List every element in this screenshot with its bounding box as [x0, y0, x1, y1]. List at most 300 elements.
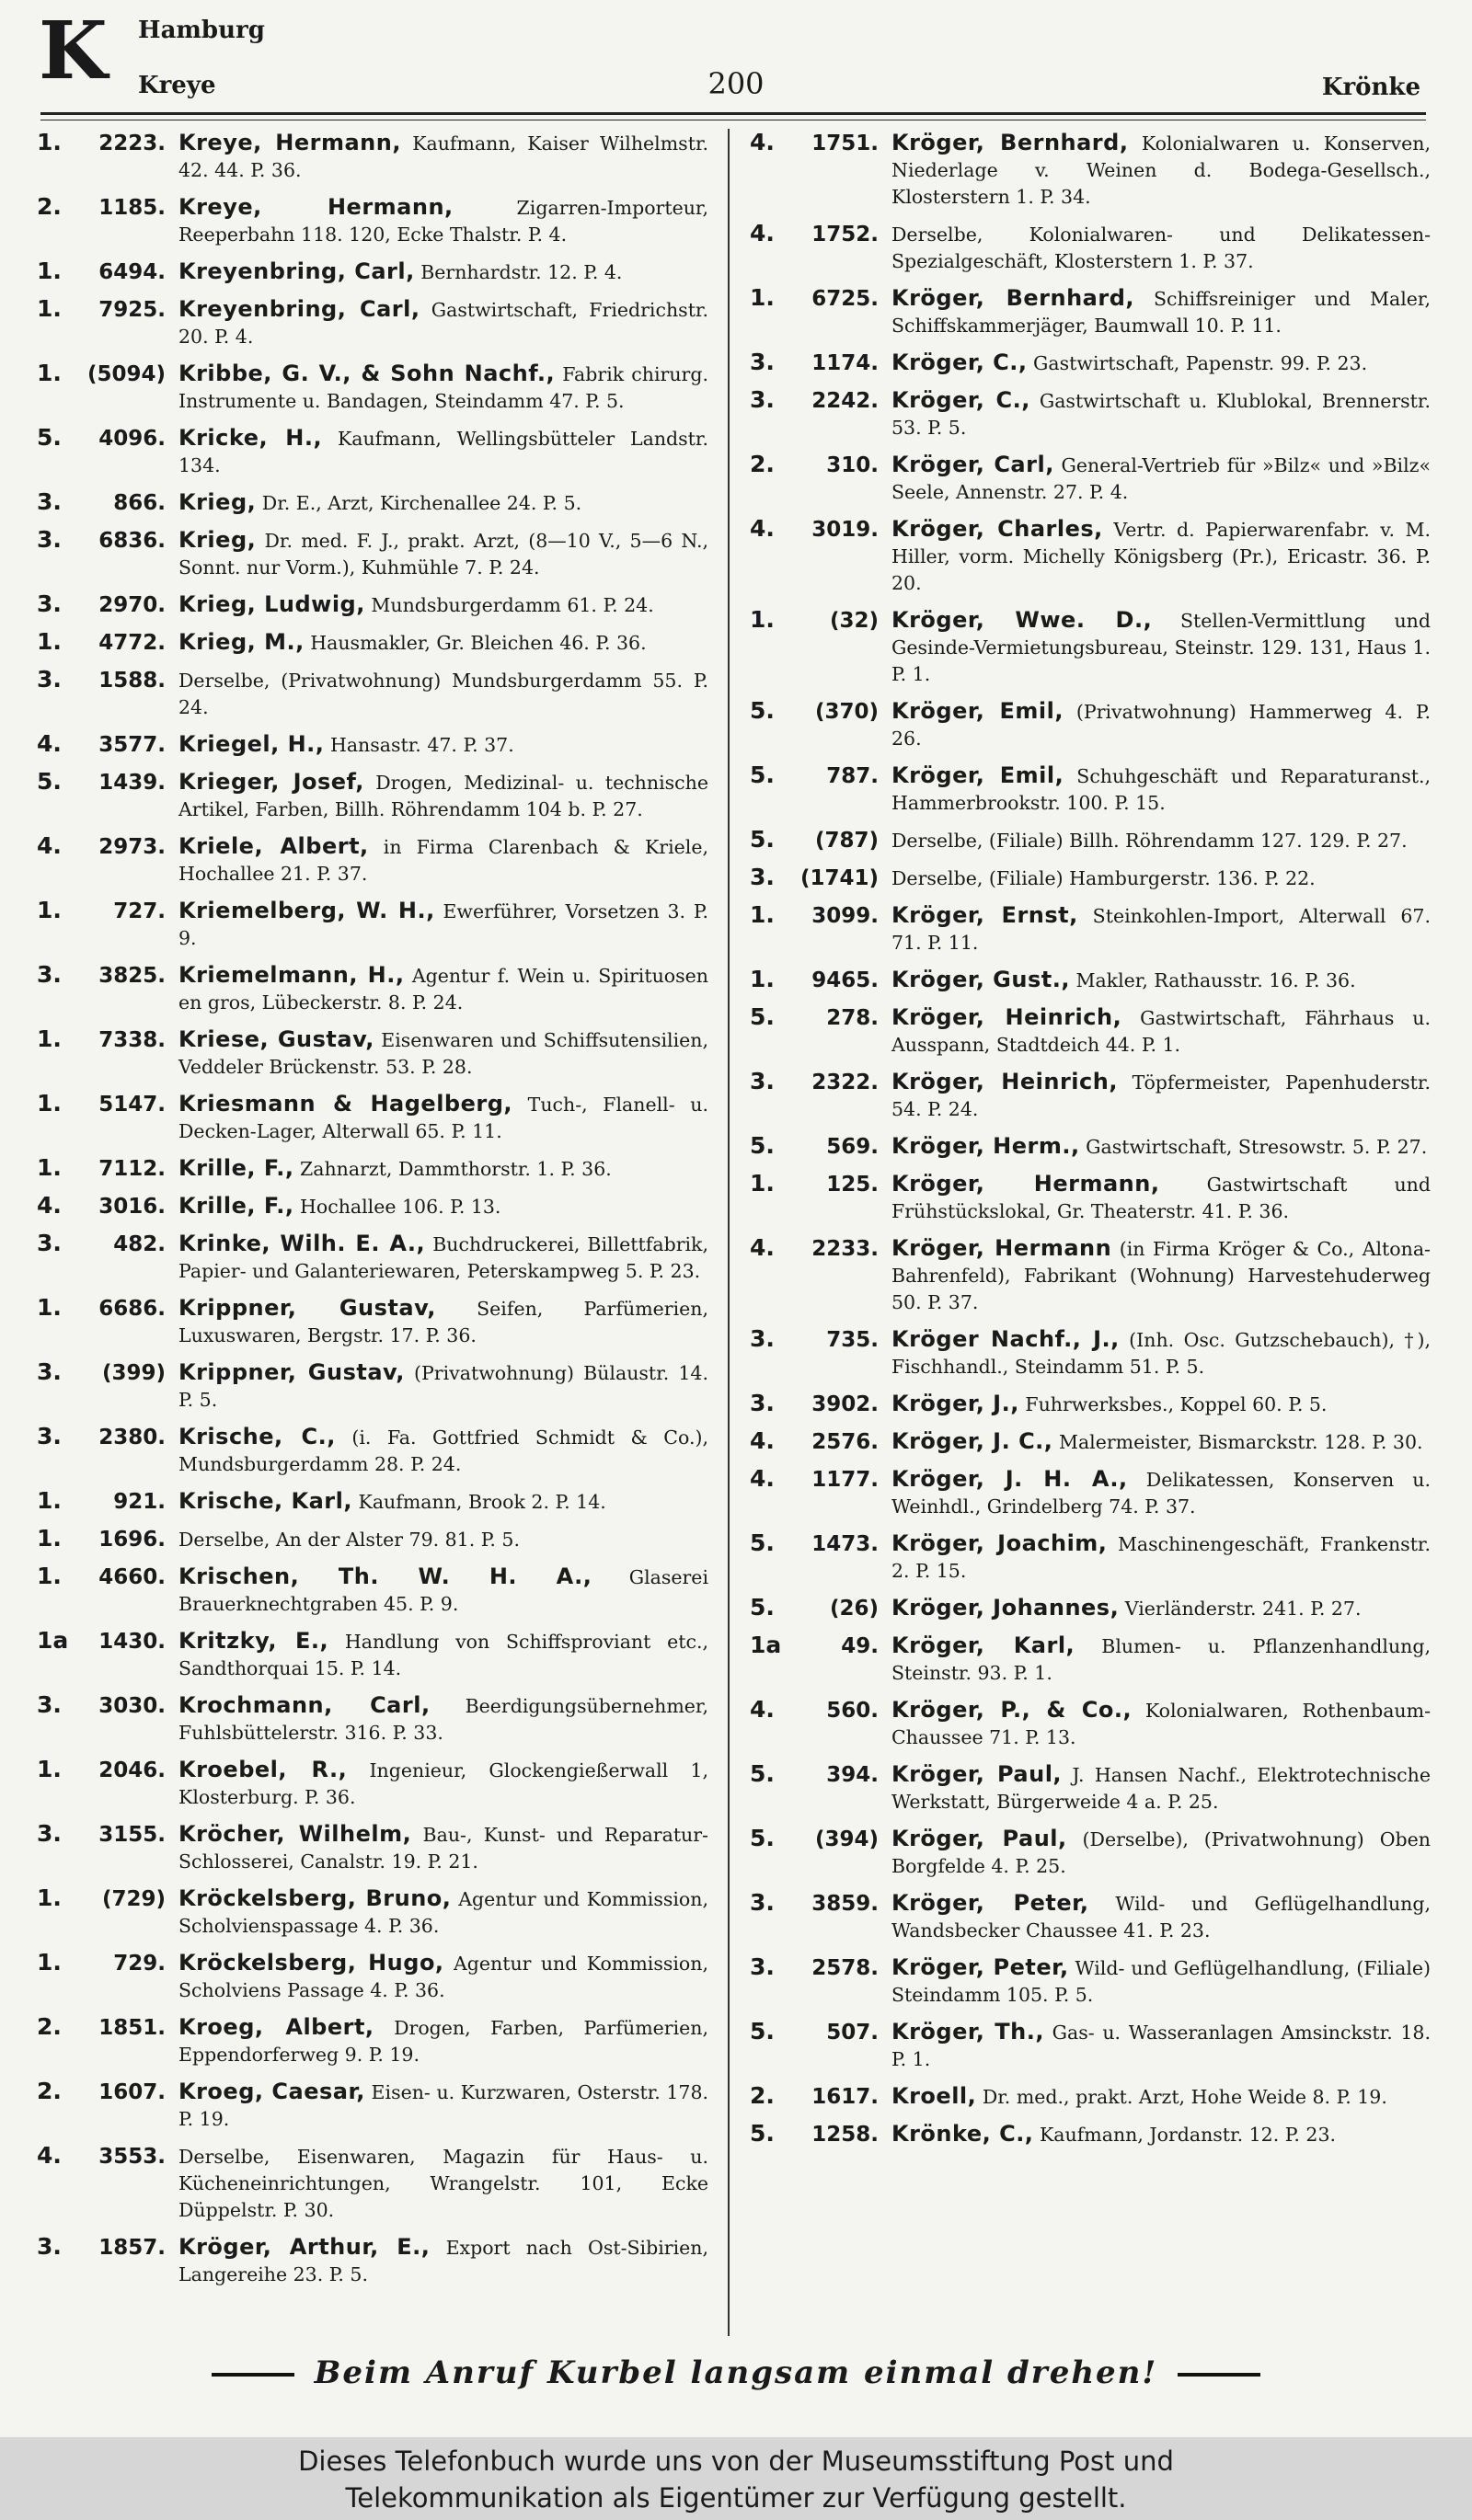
phone-number: (394) — [814, 1827, 879, 1851]
entry-body — [891, 2083, 1431, 2111]
exchange-zone: 1. — [37, 1563, 62, 1589]
subscriber-details: Handlung von Schiffsproviant etc., Sandthorquai 15. P. 14. — [178, 1631, 708, 1679]
exchange-zone: 4. — [37, 730, 62, 757]
entry-body — [891, 1069, 1431, 1123]
exchange-zone: 4. — [750, 1234, 775, 1261]
directory-entry — [750, 1132, 1431, 1161]
subscriber-details: Dr. med. F. J., prakt. Arzt, (8—10 V., 5—6 N., Sonnt. nur Vorm.), Kuhmühle 7. P. 24. — [178, 530, 708, 578]
entry-body — [891, 828, 1431, 854]
entry-body — [891, 387, 1431, 441]
phone-number: 2223. — [98, 132, 166, 155]
subscriber-name: Krochmann, Carl, — [178, 1692, 431, 1718]
subscriber-name: Kröcher, Wilhelm, — [178, 1821, 412, 1847]
last-entry-guideword: Krönke — [1321, 74, 1420, 101]
subscriber-details: Bau-, Kunst- und Reparatur-Schlosserei, Canalstr. 19. P. 21. — [178, 1824, 708, 1873]
directory-entry — [750, 1325, 1431, 1380]
subscriber-name: Krille, F., — [178, 1155, 294, 1181]
exchange-zone: 1. — [750, 606, 775, 633]
entry-body — [891, 865, 1431, 892]
directory-entry — [37, 129, 708, 184]
subscriber-name: Kröckelsberg, Hugo, — [178, 1950, 444, 1976]
exchange-zone: 1. — [37, 258, 62, 284]
phone-number: (32) — [829, 609, 879, 633]
subscriber-details: Gastwirtschaft, Stresowstr. 5. P. 27. — [1086, 1136, 1428, 1158]
subscriber-details: in Firma Clarenbach & Kriele, Hochallee 21. P. 37. — [178, 836, 708, 885]
directory-entry — [750, 386, 1431, 441]
subscriber-details: Kaufmann, Wellingsbütteler Landstr. 134. — [178, 428, 708, 476]
entry-body — [891, 349, 1431, 377]
subscriber-name: Kriegel, H., — [178, 731, 325, 757]
subscriber-name: Kröger, Hermann — [891, 1235, 1112, 1261]
entry-body — [178, 1488, 708, 1516]
phone-number: 1185. — [98, 196, 166, 220]
entry-body — [178, 1692, 708, 1747]
phone-number: 3577. — [98, 733, 166, 757]
directory-entry — [37, 730, 708, 759]
exchange-zone: 3. — [37, 590, 62, 617]
phone-number: 2046. — [98, 1758, 166, 1782]
exchange-zone: 5. — [37, 768, 62, 795]
entry-body — [178, 731, 708, 759]
phone-number: 1258. — [811, 2123, 879, 2147]
entry-body — [178, 1628, 708, 1682]
directory-entry — [750, 2082, 1431, 2111]
exchange-zone: 1. — [37, 1525, 62, 1552]
phone-number: 310. — [826, 453, 879, 477]
entry-body — [891, 222, 1431, 275]
subscriber-details: Derselbe, Eisenwaren, Magazin für Haus- u. Kücheneinrichtungen, Wrangelstr. 101, Ecke Düppelstr. P. 30. — [178, 2146, 708, 2221]
subscriber-name: Kröger, Th., — [891, 2019, 1044, 2045]
directory-entry — [750, 697, 1431, 752]
phone-number: 9465. — [811, 968, 879, 992]
directory-entry — [37, 1487, 708, 1516]
directory-entry — [37, 193, 708, 248]
exchange-zone: 1. — [37, 1025, 62, 1052]
exchange-zone: 3. — [750, 1325, 775, 1352]
entry-body — [178, 591, 708, 619]
entry-body — [178, 1424, 708, 1478]
entry-body — [178, 1821, 708, 1875]
phone-number: 7925. — [98, 298, 166, 322]
entry-body — [178, 1564, 708, 1618]
exchange-zone: 3. — [37, 488, 62, 515]
subscriber-name: Krische, C., — [178, 1424, 336, 1449]
directory-entry — [37, 832, 708, 888]
entry-body — [178, 1155, 708, 1183]
directory-entry — [750, 1889, 1431, 1944]
phone-number: 49. — [841, 1634, 879, 1658]
entry-body — [891, 1697, 1431, 1751]
phone-number: 6725. — [811, 287, 879, 311]
subscriber-name: Krieg, M., — [178, 629, 305, 655]
exchange-zone: 1. — [37, 897, 62, 923]
notice-line-1: Dieses Telefonbuch wurde uns von der Museumsstiftung Post und — [298, 2446, 1174, 2477]
subscriber-name: Krieg, Ludwig, — [178, 591, 365, 617]
directory-entry — [750, 220, 1431, 275]
phone-number: (729) — [101, 1887, 166, 1911]
subscriber-details: Stellen-Vermittlung und Gesinde-Vermietungsbureau, Steinstr. 129. 131, Haus 1. P. 1. — [891, 610, 1431, 685]
phone-number: 1473. — [811, 1532, 879, 1556]
subscriber-name: Kriesmann & Hagelberg, — [178, 1091, 513, 1117]
phone-number: 3155. — [98, 1823, 166, 1847]
directory-entry — [37, 590, 708, 619]
directory-entry — [750, 1170, 1431, 1225]
exchange-zone: 1. — [750, 901, 775, 928]
directory-entry — [37, 1756, 708, 1811]
entry-body — [891, 1391, 1431, 1418]
subscriber-details: Makler, Rathausstr. 16. P. 36. — [1075, 969, 1356, 991]
column-divider — [728, 129, 730, 2336]
subscriber-name: Kröger, Paul, — [891, 1826, 1067, 1851]
entry-body — [178, 489, 708, 517]
exchange-zone: 1. — [37, 1487, 62, 1514]
directory-entry — [37, 1563, 708, 1618]
exchange-zone: 2. — [750, 2082, 775, 2109]
directory-entry — [37, 424, 708, 479]
entry-body — [178, 1757, 708, 1811]
directory-entry — [37, 961, 708, 1016]
subscriber-details: General-Vertrieb für »Bilz« und »Bilz« Seele, Annenstr. 27. P. 4. — [891, 454, 1431, 503]
phone-number: 1174. — [811, 351, 879, 375]
slogan-bar-right — [1178, 2373, 1260, 2377]
entry-body — [891, 1595, 1431, 1622]
phone-number: (399) — [101, 1361, 166, 1385]
phone-number: 2578. — [811, 1956, 879, 1980]
subscriber-details: Bernhardstr. 12. P. 4. — [420, 261, 623, 283]
exchange-zone: 1. — [37, 1154, 62, 1181]
phone-number: 3030. — [98, 1694, 166, 1718]
entry-body — [891, 1004, 1431, 1059]
entry-body — [178, 296, 708, 350]
entry-body — [178, 1295, 708, 1349]
subscriber-name: Kröger, Bernhard, — [891, 285, 1134, 311]
exchange-zone: 4. — [750, 1465, 775, 1492]
exchange-zone: 3. — [750, 864, 775, 890]
phone-number: 1617. — [811, 2085, 879, 2109]
exchange-zone: 3. — [750, 1390, 775, 1416]
subscriber-name: Kriemelmann, H., — [178, 962, 405, 988]
phone-number: 1851. — [98, 2016, 166, 2040]
subscriber-details: Derselbe, (Privatwohnung) Mundsburgerdamm 55. P. 24. — [178, 670, 708, 718]
entry-body — [178, 769, 708, 823]
subscriber-name: Kricke, H., — [178, 425, 323, 451]
phone-number: 4096. — [98, 427, 166, 451]
entry-body — [891, 452, 1431, 506]
entry-body — [178, 1231, 708, 1285]
subscriber-details: (in Firma Kröger & Co., Altona-Bahrenfeld), Fabrikant (Wohnung) Harvestehuderweg 50. P. 37. — [891, 1238, 1431, 1313]
phone-number: 2973. — [98, 835, 166, 859]
entry-body — [891, 1954, 1431, 2009]
directory-entry — [750, 451, 1431, 506]
entry-body — [178, 833, 708, 888]
phone-number: 1430. — [98, 1630, 166, 1654]
subscriber-name: Kröger, C., — [891, 387, 1030, 413]
directory-entry — [750, 762, 1431, 817]
subscriber-name: Kröger, Charles, — [891, 516, 1103, 542]
phone-number: 2233. — [811, 1237, 879, 1261]
subscriber-details: Kaufmann, Jordanstr. 12. P. 23. — [1039, 2124, 1337, 2146]
directory-entry — [37, 1294, 708, 1349]
subscriber-details: Maschinengeschäft, Frankenstr. 2. P. 15. — [891, 1533, 1431, 1582]
exchange-zone: 3. — [37, 1691, 62, 1718]
entry-body — [178, 361, 708, 415]
entry-body — [178, 1193, 708, 1220]
subscriber-details: Eisenwaren und Schiffsutensilien, Veddeler Brückenstr. 53. P. 28. — [178, 1029, 708, 1078]
section-letter: K — [39, 5, 106, 97]
subscriber-details: Derselbe, Kolonialwaren- und Delikatessen-Spezialgeschäft, Klosterstern 1. P. 37. — [891, 223, 1431, 272]
entry-body — [891, 516, 1431, 597]
exchange-zone: 3. — [750, 1068, 775, 1094]
directory-entry — [750, 864, 1431, 892]
subscriber-name: Krieger, Josef, — [178, 769, 364, 795]
subscriber-name: Kröger, Joachim, — [891, 1530, 1108, 1556]
subscriber-details: Gastwirtschaft, Papenstr. 99. P. 23. — [1033, 352, 1368, 374]
entry-body — [891, 1530, 1431, 1585]
subscriber-name: Kröger, Peter, — [891, 1890, 1089, 1916]
directory-entry — [750, 1003, 1431, 1059]
subscriber-details: Derselbe, (Filiale) Billh. Röhrendamm 127. 129. P. 27. — [891, 830, 1408, 852]
subscriber-name: Kröger, Bernhard, — [891, 130, 1129, 155]
exchange-zone: 5. — [750, 762, 775, 788]
exchange-zone: 3. — [37, 961, 62, 988]
exchange-zone: 1a — [37, 1627, 69, 1654]
directory-entry — [750, 1427, 1431, 1456]
directory-entry — [37, 1691, 708, 1747]
exchange-zone: 1a — [750, 1632, 782, 1658]
exchange-zone: 1. — [37, 1294, 62, 1321]
directory-entry — [37, 1090, 708, 1145]
subscriber-details: Vierländerstr. 241. P. 27. — [1124, 1598, 1362, 1620]
subscriber-name: Kritzky, E., — [178, 1628, 329, 1654]
subscriber-name: Kribbe, G. V., & Sohn Nachf., — [178, 361, 556, 386]
directory-entry — [37, 488, 708, 517]
entry-body — [178, 425, 708, 479]
subscriber-details: Malermeister, Bismarckstr. 128. P. 30. — [1058, 1431, 1423, 1453]
exchange-zone: 4. — [750, 1427, 775, 1454]
directory-entry — [37, 2078, 708, 2133]
directory-entry — [37, 1154, 708, 1183]
phone-number: 7338. — [98, 1028, 166, 1052]
entry-body — [178, 1885, 708, 1940]
subscriber-details: Mundsburgerdamm 61. P. 24. — [371, 594, 654, 616]
entry-body — [178, 1091, 708, 1145]
subscriber-details: Kaufmann, Brook 2. P. 14. — [358, 1491, 606, 1513]
subscriber-details: Kaufmann, Kaiser Wilhelmstr. 42. 44. P. 36. — [178, 132, 709, 181]
entry-body — [178, 1950, 708, 2004]
subscriber-details: Gastwirtschaft u. Klublokal, Brennerstr. 53. P. 5. — [891, 390, 1431, 439]
entry-body — [891, 698, 1431, 752]
directory-entry — [37, 1949, 708, 2004]
exchange-zone: 3. — [37, 1820, 62, 1847]
subscriber-name: Krille, F., — [178, 1193, 294, 1219]
directory-entry — [37, 1025, 708, 1081]
directory-entry — [37, 628, 708, 657]
subscriber-name: Krischen, Th. W. H. A., — [178, 1564, 592, 1589]
entry-body — [891, 1326, 1431, 1380]
subscriber-name: Kröger, C., — [891, 349, 1028, 375]
exchange-zone: 3. — [750, 1889, 775, 1916]
entry-body — [891, 1133, 1431, 1161]
subscriber-name: Kröger, Emil, — [891, 762, 1064, 788]
subscriber-details: Blumen- u. Pflanzenhandlung, Steinstr. 93. P. 1. — [891, 1635, 1431, 1684]
entry-body — [178, 2014, 708, 2068]
directory-entry — [37, 295, 708, 350]
entry-body — [891, 1466, 1431, 1520]
directory-entry — [37, 1423, 708, 1478]
phone-number: 787. — [826, 764, 879, 788]
subscriber-name: Kröger, Heinrich, — [891, 1069, 1118, 1094]
entry-body — [891, 2019, 1431, 2073]
entry-body — [178, 1527, 708, 1553]
entry-body — [178, 1026, 708, 1081]
phone-number: 2322. — [811, 1071, 879, 1094]
entry-body — [891, 902, 1431, 956]
subscriber-details: (i. Fa. Gottfried Schmidt & Co.), Mundsburgerdamm 28. P. 24. — [178, 1426, 708, 1475]
subscriber-details: Kolonialwaren u. Konserven, Niederlage v. Weinen d. Bodega-Gesellsch., Klosterstern 1. P. 34. — [891, 132, 1431, 208]
directory-entry — [750, 1632, 1431, 1687]
entry-body — [178, 258, 708, 286]
phone-number: 1588. — [98, 669, 166, 693]
directory-entry — [37, 1358, 708, 1414]
subscriber-name: Krippner, Gustav, — [178, 1295, 436, 1321]
exchange-zone: 3. — [37, 1358, 62, 1385]
subscriber-details: Kolonialwaren, Rothenbaum-Chaussee 71. P. 13. — [891, 1700, 1431, 1748]
subscriber-details: Gastwirtschaft und Frühstückslokal, Gr. Theaterstr. 41. P. 36. — [891, 1174, 1431, 1222]
subscriber-details: Buchdruckerei, Billettfabrik, Papier- und Galanteriewaren, Peterskampweg 5. P. 23. — [178, 1233, 708, 1282]
directory-entry — [37, 666, 708, 721]
phone-number: 735. — [826, 1328, 879, 1352]
subscriber-name: Kröger, Karl, — [891, 1632, 1075, 1658]
directory-entry — [37, 2013, 708, 2068]
directory-entry — [750, 2120, 1431, 2148]
entry-body — [178, 2079, 708, 2133]
right-column — [750, 129, 1431, 2158]
directory-entry — [750, 606, 1431, 688]
phone-number: 2242. — [811, 389, 879, 413]
entry-body — [891, 1632, 1431, 1687]
subscriber-name: Kroeg, Caesar, — [178, 2079, 365, 2104]
subscriber-details: Drogen, Farben, Parfümerien, Eppendorferweg 9. P. 19. — [178, 2017, 708, 2066]
entry-body — [891, 1235, 1431, 1316]
exchange-zone: 5. — [750, 697, 775, 724]
city-heading: Hamburg — [138, 17, 265, 44]
exchange-zone: 1. — [37, 295, 62, 322]
subscriber-details: Schuhgeschäft und Reparaturanst., Hammerbrookstr. 100. P. 15. — [891, 765, 1431, 814]
directory-entry — [750, 901, 1431, 956]
subscriber-details: Dr. med., prakt. Arzt, Hohe Weide 8. P. 19. — [982, 2086, 1387, 2108]
slogan — [0, 2354, 1472, 2391]
phone-number: 921. — [113, 1490, 166, 1514]
subscriber-details: Delikatessen, Konserven u. Weinhdl., Grindelberg 74. P. 37. — [891, 1469, 1432, 1518]
phone-number: (370) — [814, 700, 879, 724]
entry-body — [178, 1359, 708, 1414]
subscriber-name: Kröger, Wwe. D., — [891, 607, 1153, 633]
subscriber-details: Export nach Ost-Sibirien, Langereihe 23. P. 5. — [178, 2237, 708, 2285]
subscriber-details: Eisen- u. Kurzwaren, Osterstr. 178. P. 19. — [178, 2081, 709, 2130]
phone-number: 3099. — [811, 904, 879, 928]
phone-number: 2970. — [98, 593, 166, 617]
exchange-zone: 5. — [750, 1825, 775, 1851]
entry-body — [178, 2144, 708, 2224]
subscriber-name: Kröger, J., — [891, 1391, 1019, 1416]
directory-entry — [750, 1760, 1431, 1816]
subscriber-name: Krieg, — [178, 489, 257, 515]
subscriber-details: (Privatwohnung) Bülaustr. 14. P. 5. — [178, 1362, 708, 1411]
entry-body — [891, 607, 1431, 688]
subscriber-name: Kröger, Ernst, — [891, 902, 1078, 928]
phone-number: 3902. — [811, 1392, 879, 1416]
phone-number: 1177. — [811, 1468, 879, 1492]
phone-number: (787) — [814, 829, 879, 853]
subscriber-name: Kreye, Hermann, — [178, 194, 454, 220]
exchange-zone: 5. — [750, 2018, 775, 2045]
subscriber-name: Kröger, Hermann, — [891, 1171, 1160, 1197]
exchange-zone: 3. — [750, 386, 775, 413]
directory-entry — [750, 1696, 1431, 1751]
subscriber-name: Kröger Nachf., J., — [891, 1326, 1120, 1352]
phone-number: 1696. — [98, 1528, 166, 1552]
directory-entry — [750, 1390, 1431, 1418]
subscriber-name: Kröger, Emil, — [891, 698, 1064, 724]
subscriber-details: Hochallee 106. P. 13. — [300, 1196, 501, 1218]
phone-number: 729. — [113, 1952, 166, 1976]
directory-entry — [750, 1465, 1431, 1520]
directory-entry — [750, 1529, 1431, 1585]
subscriber-name: Kröger, Arthur, E., — [178, 2234, 431, 2260]
entry-body — [891, 1428, 1431, 1456]
exchange-zone: 3. — [37, 1230, 62, 1256]
exchange-zone: 4. — [750, 220, 775, 246]
directory-entry — [750, 284, 1431, 339]
entry-body — [891, 1826, 1431, 1880]
directory-entry — [37, 1627, 708, 1682]
directory-entry — [37, 1192, 708, 1220]
subscriber-name: Kröger, Peter, — [891, 1954, 1069, 1980]
phone-number: 482. — [113, 1232, 166, 1256]
subscriber-details: (Derselbe), (Privatwohnung) Oben Borgfelde 4. P. 25. — [891, 1828, 1431, 1877]
exchange-zone: 1. — [750, 966, 775, 992]
subscriber-details: Ingenieur, Glockengießerwall 1, Klosterburg. P. 36. — [178, 1759, 708, 1808]
directory-entry — [750, 515, 1431, 597]
subscriber-name: Kröger, Herm., — [891, 1133, 1080, 1159]
phone-number: 560. — [826, 1699, 879, 1723]
subscriber-details: Derselbe, An der Alster 79. 81. P. 5. — [178, 1529, 520, 1551]
subscriber-name: Kroebel, R., — [178, 1757, 348, 1782]
exchange-zone: 5. — [750, 1594, 775, 1621]
directory-entry — [750, 966, 1431, 994]
entry-body — [891, 1890, 1431, 1944]
directory-entry — [750, 129, 1431, 211]
entry-body — [891, 762, 1431, 817]
exchange-zone: 4. — [37, 2142, 62, 2169]
subscriber-details: Fabrik chirurg. Instrumente u. Bandagen, Steindamm 47. P. 5. — [178, 363, 708, 412]
directory-entry — [37, 258, 708, 286]
subscriber-details: Agentur f. Wein u. Spirituosen en gros, Lübeckerstr. 8. P. 24. — [178, 965, 708, 1014]
phone-number: (1741) — [799, 866, 879, 890]
exchange-zone: 3. — [750, 1953, 775, 1980]
subscriber-details: J. Hansen Nachf., Elektrotechnische Werkstatt, Bürgerweide 4 a. P. 25. — [891, 1764, 1431, 1813]
subscriber-details: Derselbe, (Filiale) Hamburgerstr. 136. P. 22. — [891, 867, 1316, 889]
exchange-zone: 1. — [37, 1090, 62, 1117]
exchange-zone: 4. — [750, 515, 775, 542]
directory-entry — [37, 768, 708, 823]
header-rule — [40, 112, 1426, 115]
subscriber-name: Kröckelsberg, Bruno, — [178, 1885, 452, 1911]
entry-body — [178, 194, 708, 248]
phone-number: 278. — [826, 1006, 879, 1030]
subscriber-name: Kreyenbring, Carl, — [178, 296, 420, 322]
exchange-zone: 1. — [750, 1170, 775, 1197]
